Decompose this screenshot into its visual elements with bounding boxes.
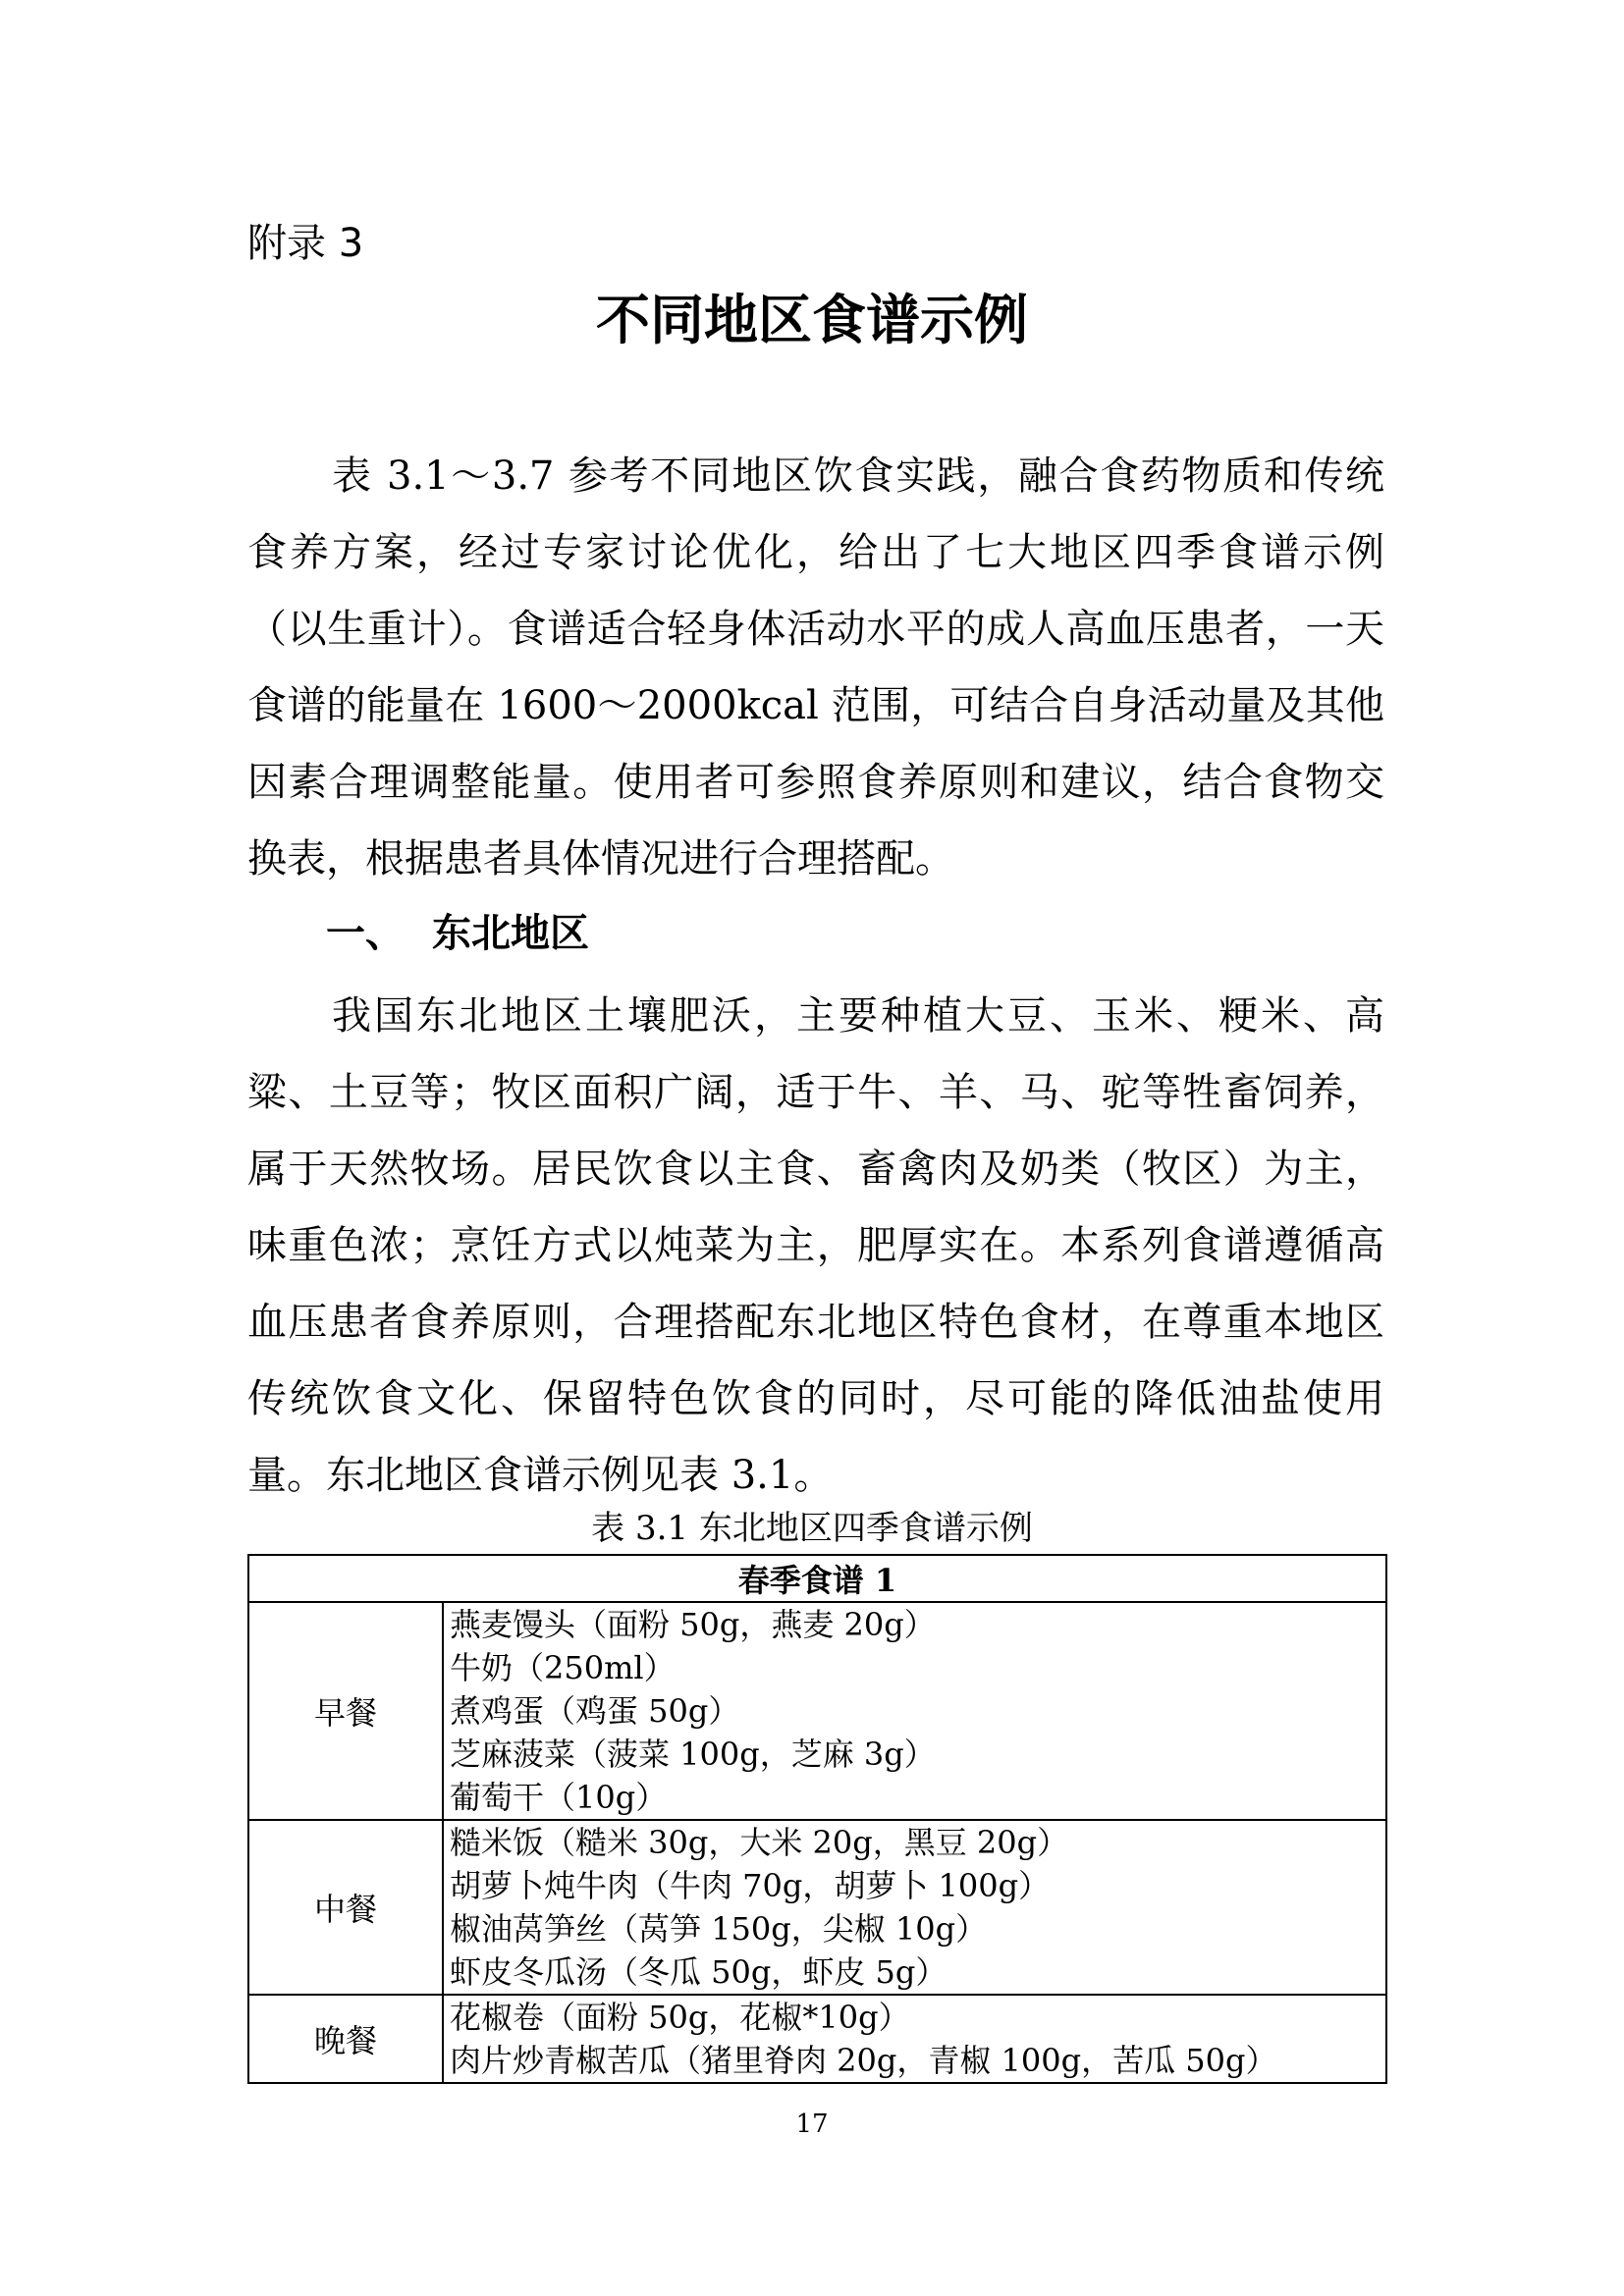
menu-item: 肉片炒青椒苦瓜（猪里脊肉 20g，青椒 100g，苦瓜 50g）	[450, 2042, 1277, 2079]
meal-name: 中餐	[248, 1820, 443, 1995]
meal-items	[443, 1602, 1386, 1820]
menu-item: 花椒卷（面粉 50g，花椒*10g）	[450, 1999, 910, 2036]
menu-item: 胡萝卜炖牛肉（牛肉 70g，胡萝卜 100g）	[450, 1867, 1051, 1904]
menu-item: 椒油莴笋丝（莴笋 150g，尖椒 10g）	[450, 1910, 988, 1948]
meal-items	[443, 1995, 1386, 2083]
menu-item: 糙米饭（糙米 30g，大米 20g，黑豆 20g）	[450, 1824, 1069, 1861]
section-title: 东北地区	[432, 911, 589, 956]
menu-item: 牛奶（250ml）	[450, 1649, 676, 1686]
table-header: 春季食谱 1	[248, 1555, 1386, 1602]
meal-row-lunch	[248, 1820, 1386, 1995]
meal-row-breakfast	[248, 1602, 1386, 1820]
region-paragraph: 我国东北地区土壤肥沃，主要种植大豆、玉米、粳米、高粱、土豆等；牧区面积广阔，适于牛、羊、马、驼等牲畜饲养，属于天然牧场。居民饮食以主食、畜禽肉及奶类（牧区）为主，味重色浓；烹饪方式以炖菜为主，肥厚实在。本系列食谱遵循高血压患者食养原则，合理搭配东北地区特色食材，在尊重本地区传统饮食文化、保留特色饮食的同时，尽可能的降低油盐使用量。东北地区食谱示例见表 3.1。	[247, 993, 1384, 1498]
table-caption: 表 3.1 东北地区四季食谱示例	[591, 1509, 1033, 1548]
page-number: 17	[795, 2109, 829, 2139]
intro-paragraph: 表 3.1～3.7 参考不同地区饮食实践，融合食药物质和传统食养方案，经过专家讨论优化，给出了七大地区四季食谱示例（以生重计）。食谱适合轻身体活动水平的成人高血压患者，一天食谱的能量在 1600～2000kcal 范围，可结合自身活动量及其他因素合理调整能量。使用者可参照食养原则和建议，结合食物交换表，根据患者具体情况进行合理搭配。	[247, 454, 1384, 881]
page-title: 不同地区食谱示例	[595, 289, 1028, 351]
section-number: 一、	[326, 911, 405, 956]
menu-item: 虾皮冬瓜汤（冬瓜 50g，虾皮 5g）	[450, 1953, 947, 1991]
menu-item: 燕麦馒头（面粉 50g，燕麦 20g）	[450, 1606, 936, 1643]
table-header-row	[248, 1555, 1386, 1602]
meal-name: 早餐	[248, 1602, 443, 1820]
section-heading	[326, 901, 589, 966]
meal-name: 晚餐	[248, 1995, 443, 2083]
meal-items	[443, 1820, 1386, 1995]
menu-item: 芝麻菠菜（菠菜 100g，芝麻 3g）	[450, 1735, 936, 1773]
menu-item: 煮鸡蛋（鸡蛋 50g）	[450, 1692, 740, 1730]
appendix-label: 附录 3	[247, 221, 364, 266]
meal-row-dinner	[248, 1995, 1386, 2083]
menu-item: 葡萄干（10g）	[450, 1779, 668, 1816]
menu-table	[247, 1554, 1387, 2084]
